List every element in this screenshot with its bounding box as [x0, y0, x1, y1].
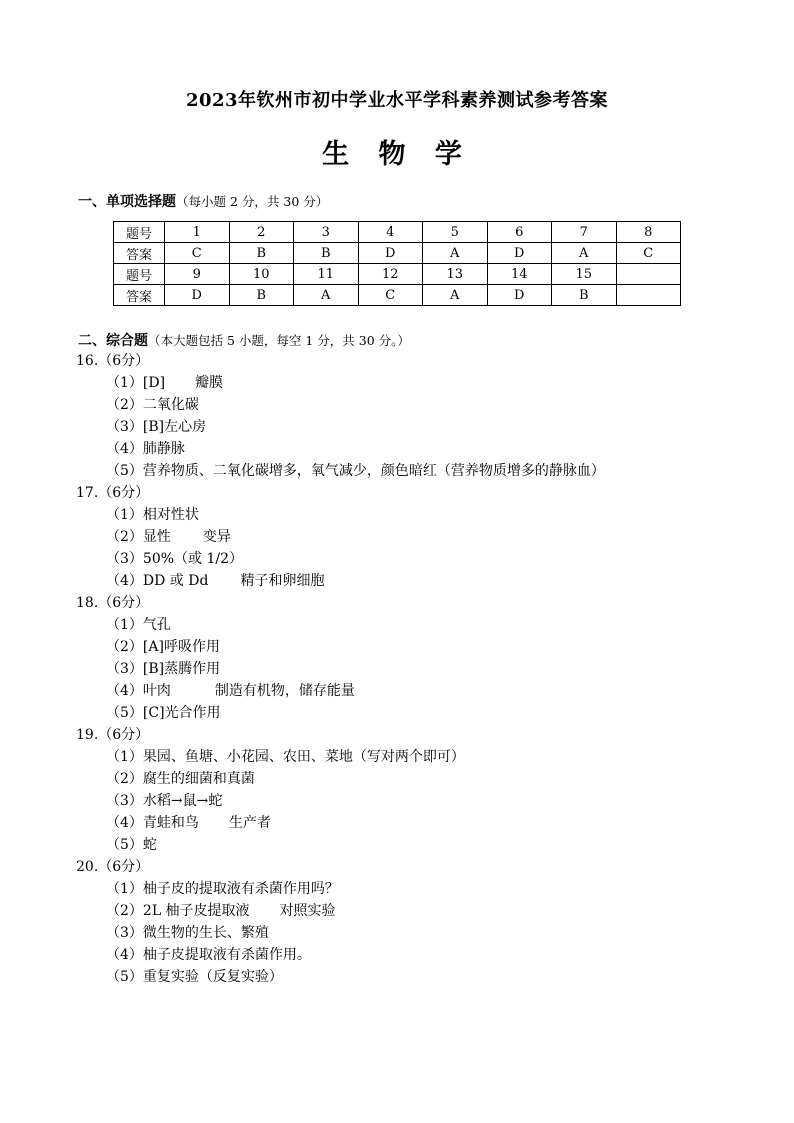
answer-text: （4）柚子皮提取液有杀菌作用。: [106, 947, 311, 963]
section1-heading: [78, 191, 328, 211]
answer-line: [76, 614, 776, 636]
answer-text: （4）青蛙和鸟: [106, 815, 199, 831]
table-cell: 3: [294, 222, 359, 243]
answer-text: （1）柚子皮的提取液有杀菌作用吗？: [106, 881, 339, 897]
table-cell: 15: [552, 264, 617, 285]
answer-text: （2）二氧化碳: [106, 397, 199, 413]
question-heading: 20.（6分）: [76, 859, 150, 875]
answer-line: [76, 636, 776, 658]
table-cell: B: [294, 243, 359, 264]
answer-text: （3）[B]蒸腾作用: [106, 661, 221, 677]
answer-line: [76, 878, 776, 900]
answer-line: [76, 680, 776, 702]
answer-text: （5）重复实验（反复实验）: [106, 969, 283, 985]
answer-line: [76, 526, 776, 548]
table-cell: 4: [358, 222, 423, 243]
answer-text: 变异: [202, 529, 231, 545]
answer-text: （1）[D]: [106, 375, 166, 391]
answer-text: （4）肺静脉: [106, 441, 185, 457]
answer-text: （3）50%（或 1/2）: [106, 551, 244, 567]
answer-text: （4）DD 或 Dd: [106, 573, 209, 589]
section1-note: （每小题 2 分，共 30 分）: [176, 194, 329, 209]
answer-line: [76, 746, 776, 768]
table-cell: 13: [423, 264, 488, 285]
table-cell: [616, 285, 681, 306]
answer-text: （5）营养物质、二氧化碳增多，氧气减少，颜色暗红（营养物质增多的静脉血）: [106, 463, 605, 479]
answer-text: （5）蛇: [106, 837, 157, 853]
answer-line: [76, 372, 776, 394]
table-row: [114, 222, 681, 243]
answer-line: [76, 900, 776, 922]
table-cell: D: [165, 285, 230, 306]
answer-text: 对照实验: [279, 903, 336, 919]
answer-line: [76, 548, 776, 570]
table-cell: 8: [616, 222, 681, 243]
answer-text: 精子和卵细胞: [240, 573, 325, 589]
answer-text: （5）[C]光合作用: [106, 705, 221, 721]
answer-line: [76, 790, 776, 812]
table-cell: 9: [165, 264, 230, 285]
table-cell: C: [616, 243, 681, 264]
answer-text: （2）腐生的细菌和真菌: [106, 771, 255, 787]
table-cell: 14: [487, 264, 552, 285]
answer-line: [76, 438, 776, 460]
answer-line: [76, 416, 776, 438]
table-cell: A: [294, 285, 359, 306]
table-cell: 11: [294, 264, 359, 285]
answer-line: [76, 570, 776, 592]
table-cell: A: [552, 243, 617, 264]
table-cell: A: [423, 243, 488, 264]
table-cell: 7: [552, 222, 617, 243]
answer-text: （3）微生物的生长、繁殖: [106, 925, 269, 941]
question-heading: 17.（6分）: [76, 485, 150, 501]
answer-line: [76, 944, 776, 966]
answer-line: [76, 394, 776, 416]
question-list: [76, 350, 776, 988]
table-row-label: 答案: [114, 285, 165, 306]
table-cell: D: [358, 243, 423, 264]
table-cell: 12: [358, 264, 423, 285]
answer-text: （1）相对性状: [106, 507, 199, 523]
answer-text: 生产者: [228, 815, 271, 831]
answer-line: [76, 504, 776, 526]
table-cell: 10: [229, 264, 294, 285]
answer-text: （1）果园、鱼塘、小花园、农田、菜地（写对两个即可）: [106, 749, 465, 765]
table-cell: B: [229, 285, 294, 306]
table-cell: B: [229, 243, 294, 264]
answer-text: （3）水稻→鼠→蛇: [106, 793, 223, 809]
table-cell: 6: [487, 222, 552, 243]
subject-title: 生 物 学: [322, 139, 472, 170]
answer-text: （4）叶肉: [106, 683, 171, 699]
section1-title: 一、单项选择题: [78, 194, 176, 210]
answer-line: [76, 922, 776, 944]
answer-table: [113, 221, 681, 306]
answer-line: [76, 658, 776, 680]
section2-note: （本大题包括 5 小题，每空 1 分，共 30 分。）: [148, 333, 410, 348]
table-cell: C: [358, 285, 423, 306]
table-cell: A: [423, 285, 488, 306]
table-cell: D: [487, 285, 552, 306]
answer-line: [76, 812, 776, 834]
table-row-label: 答案: [114, 243, 165, 264]
section2-heading: [78, 330, 410, 350]
section2-title: 二、综合题: [78, 333, 148, 349]
answer-text: （2）显性: [106, 529, 171, 545]
answer-text: （1）气孔: [106, 617, 171, 633]
answer-line: [76, 460, 776, 482]
question-heading: 16.（6分）: [76, 353, 150, 369]
answer-text: 制造有机物，储存能量: [214, 683, 355, 699]
table-cell: 5: [423, 222, 488, 243]
answer-text: （3）[B]左心房: [106, 419, 207, 435]
answer-line: [76, 702, 776, 724]
table-cell: 2: [229, 222, 294, 243]
table-cell: D: [487, 243, 552, 264]
table-row-label: 题号: [114, 264, 165, 285]
table-row: [114, 243, 681, 264]
answer-line: [76, 966, 776, 988]
table-row: [114, 264, 681, 285]
answer-text: （2）[A]呼吸作用: [106, 639, 220, 655]
answer-text: 瓣膜: [195, 375, 224, 391]
table-row-label: 题号: [114, 222, 165, 243]
answer-line: [76, 834, 776, 856]
table-cell: [616, 264, 681, 285]
question-heading: 18.（6分）: [76, 595, 150, 611]
table-cell: B: [552, 285, 617, 306]
document-title: 2023年钦州市初中学业水平学科素养测试参考答案: [185, 90, 609, 111]
table-row: [114, 285, 681, 306]
question-heading: 19.（6分）: [76, 727, 150, 743]
answer-text: （2）2L 柚子皮提取液: [106, 903, 250, 919]
table-cell: C: [165, 243, 230, 264]
table-cell: 1: [165, 222, 230, 243]
answer-line: [76, 768, 776, 790]
